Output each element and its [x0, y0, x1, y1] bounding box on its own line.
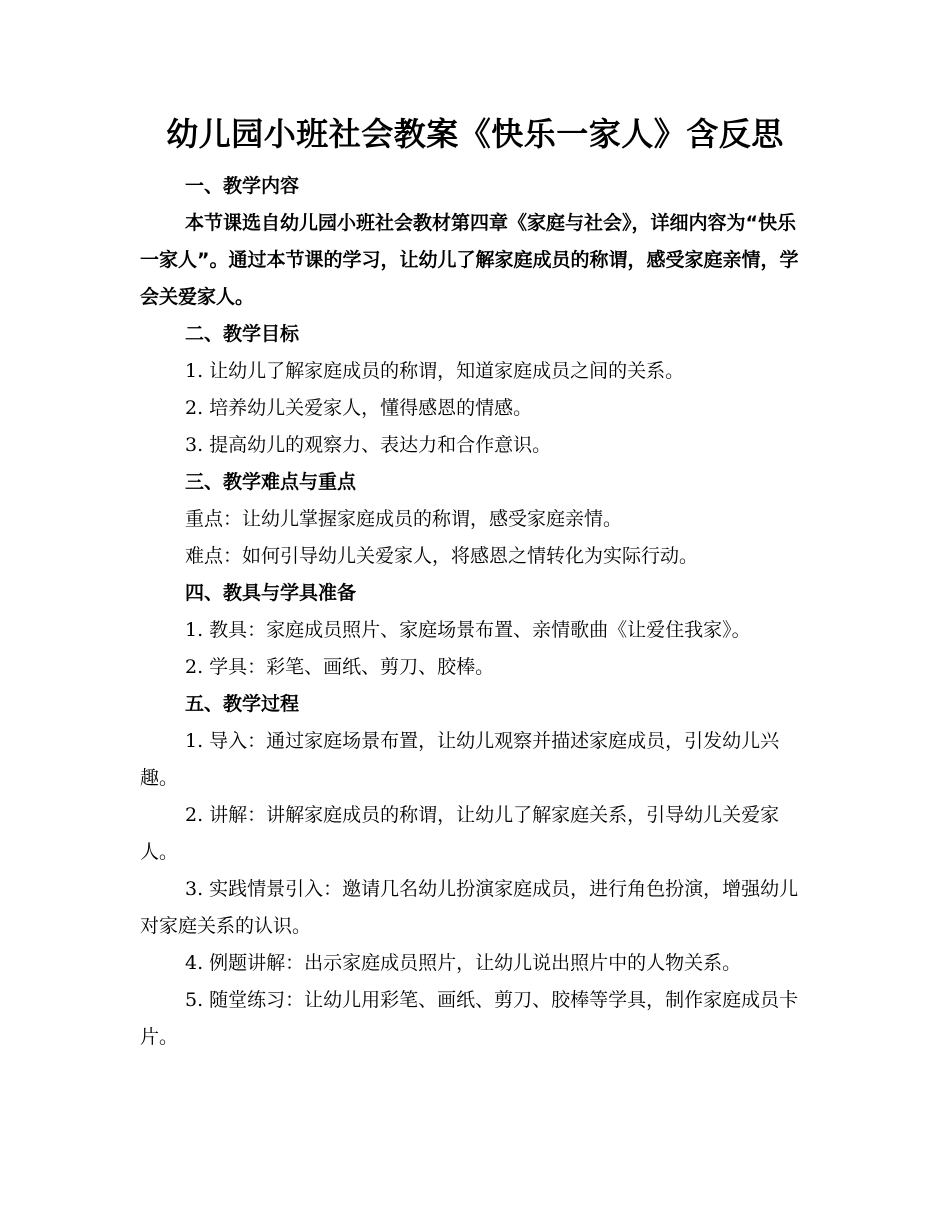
key-point-item: 重点：让幼儿掌握家庭成员的称谓，感受家庭亲情。 [185, 508, 623, 530]
objective-item: 3. 提高幼儿的观察力、表达力和合作意识。 [185, 434, 552, 456]
process-step: 4. 例题讲解：出示家庭成员照片，让幼儿说出照片中的人物关系。 [185, 952, 742, 974]
section-heading-materials: 四、教具与学具准备 [185, 582, 357, 604]
document-title: 幼儿园小班社会教案《快乐一家人》含反思 [166, 115, 784, 153]
material-item: 1. 教具：家庭成员照片、家庭场景布置、亲情歌曲《让爱住我家》。 [185, 619, 751, 641]
process-step: 3. 实践情景引入：邀请几名幼儿扮演家庭成员，进行角色扮演，增强幼儿对家庭关系的认识。 [140, 878, 799, 937]
objective-item: 1. 让幼儿了解家庭成员的称谓，知道家庭成员之间的关系。 [185, 360, 685, 382]
objective-item: 2. 培养幼儿关爱家人，懂得感恩的情感。 [185, 397, 533, 419]
section-heading-process: 五、教学过程 [185, 693, 300, 715]
section-heading-content: 一、教学内容 [185, 175, 300, 197]
difficulty-item: 难点：如何引导幼儿关爱家人，将感恩之情转化为实际行动。 [185, 545, 699, 567]
process-step: 5. 随堂练习：让幼儿用彩笔、画纸、剪刀、胶棒等学具，制作家庭成员卡片。 [140, 989, 799, 1048]
process-step: 2. 讲解：讲解家庭成员的称谓，让幼儿了解家庭关系，引导幼儿关爱家人。 [140, 804, 780, 863]
document-body [140, 168, 810, 1056]
process-step: 1. 导入：通过家庭场景布置，让幼儿观察并描述家庭成员，引发幼儿兴趣。 [140, 730, 780, 789]
section-heading-objectives: 二、教学目标 [185, 323, 300, 345]
material-item: 2. 学具：彩笔、画纸、剪刀、胶棒。 [185, 656, 495, 678]
section-heading-key-points: 三、教学难点与重点 [185, 471, 357, 493]
section-text-content: 本节课选自幼儿园小班社会教材第四章《家庭与社会》，详细内容为“快乐一家人”。通过本节课的学习，让幼儿了解家庭成员的称谓，感受家庭亲情，学会关爱家人。 [140, 212, 799, 308]
